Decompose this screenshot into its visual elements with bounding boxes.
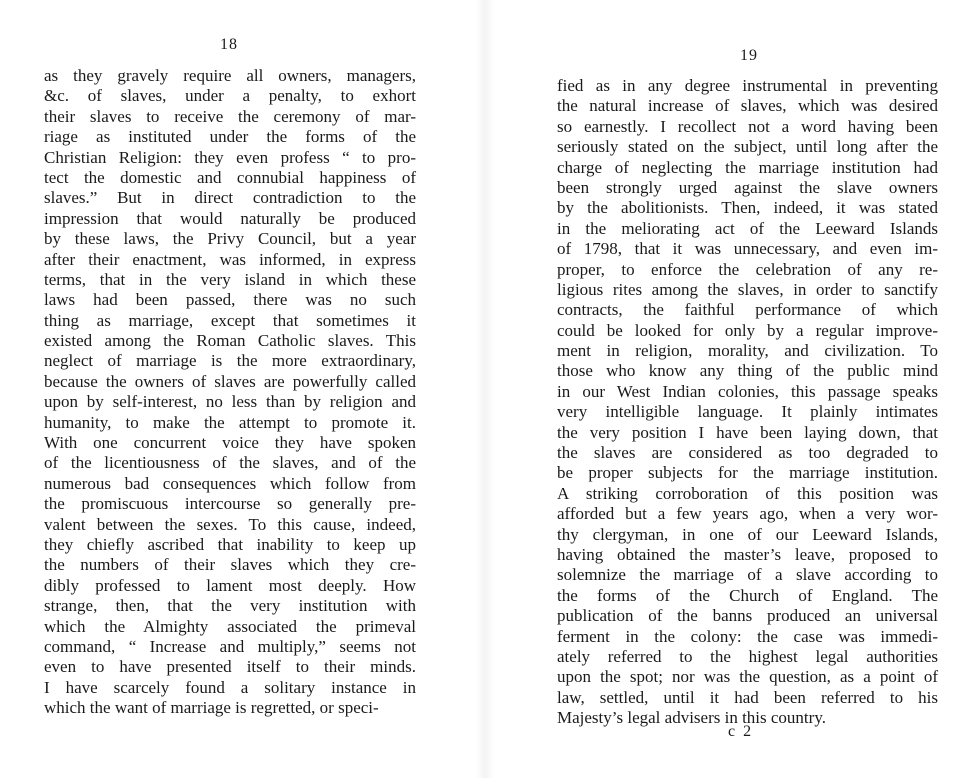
text-line: strange, then, that the very institution with xyxy=(44,596,416,616)
text-line: law, settled, until it had been referred to his xyxy=(557,687,938,707)
text-line: valent between the sexes. To this cause, indeed, xyxy=(44,514,416,534)
text-line: Christian Religion: they even profess “ to pro- xyxy=(44,147,416,167)
text-line: as they gravely require all owners, managers, xyxy=(44,66,416,85)
text-line: existed among the Roman Catholic slaves. This xyxy=(44,331,416,351)
text-line: command, “ Increase and multiply,” seems not xyxy=(44,636,416,656)
left-page-text xyxy=(44,66,416,719)
text-line: charge of neglecting the marriage institution had xyxy=(557,157,938,177)
text-line: I have scarcely found a solitary instance in xyxy=(44,677,416,697)
text-line: having obtained the master’s leave, proposed to xyxy=(557,544,938,564)
right-page-text xyxy=(557,76,938,729)
text-line: ferment in the colony: the case was immedi- xyxy=(557,626,938,646)
text-line: Majesty’s legal advisers in this country. xyxy=(557,708,826,728)
text-line: slaves.” But in direct contradiction to the xyxy=(44,188,416,208)
text-line: the slaves are considered as too degraded to xyxy=(557,443,938,463)
text-line: by these laws, the Privy Council, but a year xyxy=(44,229,416,249)
text-line: upon by self-interest, no less than by religion and xyxy=(44,392,416,412)
text-line: dibly professed to lament most deeply. How xyxy=(44,575,416,595)
text-line: in our West Indian colonies, this passage speaks xyxy=(557,381,938,401)
text-line: by the abolitionists. Then, indeed, it was stated xyxy=(557,198,938,218)
text-line: be proper subjects for the marriage institution. xyxy=(557,463,938,483)
left-page xyxy=(0,0,470,778)
text-line: neglect of marriage is the more extraordinary, xyxy=(44,351,416,371)
text-line: ligious rites among the slaves, in order to sanctify xyxy=(557,279,938,299)
text-line: terms, that in the very island in which these xyxy=(44,269,416,289)
text-line: in the meliorating act of the Leeward Islands xyxy=(557,218,938,238)
text-line: which the Almighty associated the primeval xyxy=(44,616,416,636)
text-line: solemnize the marriage of a slave according to xyxy=(557,565,938,585)
text-line: thy clergyman, in one of our Leeward Islands, xyxy=(557,524,938,544)
page-number-right: 19 xyxy=(740,47,758,64)
text-line: proper, to enforce the celebration of any re- xyxy=(557,259,938,279)
text-line: which the want of marriage is regretted, or speci- xyxy=(44,698,379,718)
text-line: even to have presented itself to their minds. xyxy=(44,657,416,677)
text-line: thing as marriage, except that sometimes it xyxy=(44,310,416,330)
text-line: afforded but a few years ago, when a very wor- xyxy=(557,504,938,524)
text-line: seriously stated on the subject, until long after the xyxy=(557,137,938,157)
text-line: those who know any thing of the public mind xyxy=(557,361,938,381)
text-line: numerous bad consequences which follow from xyxy=(44,473,416,493)
text-line: humanity, to make the attempt to promote it. xyxy=(44,412,416,432)
text-line: after their enactment, was informed, in express xyxy=(44,249,416,269)
signature-mark: c 2 xyxy=(728,723,754,740)
text-line: laws had been passed, there was no such xyxy=(44,290,416,310)
text-line: they chiefly ascribed that inability to keep up xyxy=(44,534,416,554)
text-line: publication of the banns produced an universal xyxy=(557,606,938,626)
text-line: ately referred to the highest legal authorities xyxy=(557,646,938,666)
text-line: could be looked for only by a regular improve- xyxy=(557,320,938,340)
text-line: With one concurrent voice they have spoken xyxy=(44,433,416,453)
text-line: &c. of slaves, under a penalty, to exhort xyxy=(44,86,416,106)
right-page xyxy=(500,0,980,778)
text-line: the very position I have been laying down, that xyxy=(557,422,938,442)
book-gutter xyxy=(476,0,494,778)
text-line: of the licentiousness of the slaves, and of the xyxy=(44,453,416,473)
text-line: the numbers of their slaves which they cre- xyxy=(44,555,416,575)
text-line: impression that would naturally be produced xyxy=(44,208,416,228)
text-line: been strongly urged against the slave owners xyxy=(557,177,938,197)
text-line: fied as in any degree instrumental in preventing xyxy=(557,76,938,95)
text-line: A striking corroboration of this position was xyxy=(557,483,938,503)
text-line: very intelligible language. It plainly intimates xyxy=(557,402,938,422)
text-line: riage as instituted under the forms of the xyxy=(44,127,416,147)
text-line: the natural increase of slaves, which was desired xyxy=(557,96,938,116)
text-line: the promiscuous intercourse so generally pre- xyxy=(44,494,416,514)
text-line: upon the spot; nor was the question, as a point of xyxy=(557,667,938,687)
text-line: their slaves to receive the ceremony of mar- xyxy=(44,106,416,126)
text-line: because the owners of slaves are powerfully called xyxy=(44,371,416,391)
text-line: the forms of the Church of England. The xyxy=(557,585,938,605)
text-line: ment in religion, morality, and civilization. To xyxy=(557,341,938,361)
text-line: so earnestly. I recollect not a word having been xyxy=(557,116,938,136)
text-line: of 1798, that it was unnecessary, and even im- xyxy=(557,239,938,259)
text-line: tect the domestic and connubial happiness of xyxy=(44,167,416,187)
text-line: contracts, the faithful performance of which xyxy=(557,300,938,320)
page-number-left: 18 xyxy=(220,36,238,53)
